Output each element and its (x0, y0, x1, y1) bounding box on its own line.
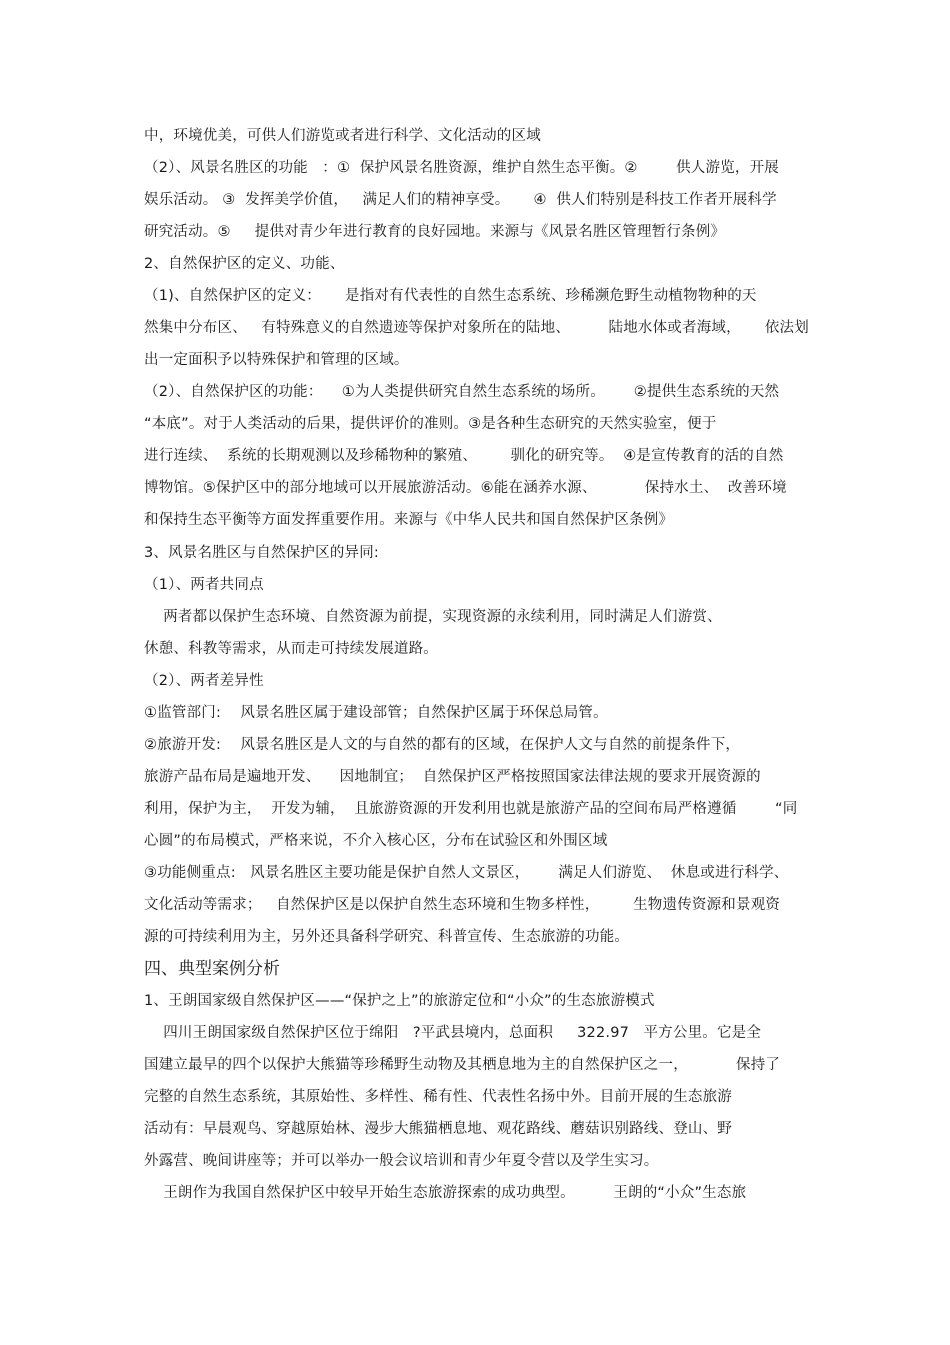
text-line: 心圆”的布局模式，严格来说，不介入核心区，分布在试验区和外围区域 (144, 833, 608, 849)
text-line: ③功能侧重点: 风景名胜区主要功能是保护自然人文景区， 满足人们游览、 休息或进行科学、 (144, 865, 789, 881)
text-line: 旅游产品布局是遍地开发、 因地制宜； 自然保护区严格按照国家法律法规的要求开展资源的 (144, 769, 761, 785)
text-line: 博物馆。⑤保护区中的部分地域可以开展旅游活动。⑥能在涵养水源、 保持水土、 改善环境 (144, 480, 787, 496)
text-line: 娱乐活动。 ③ 发挥美学价值， 满足人们的精神享受。 ④ 供人们特别是科技工作者开展科学 (144, 192, 777, 208)
case-title: 1、王朗国家级自然保护区——“保护之上”的旅游定位和“小众”的生态旅游模式 (144, 993, 655, 1009)
text-line: （2）、两者差异性 (144, 673, 264, 689)
text-line: 国建立最早的四个以保护大熊猫等珍稀野生动物及其栖息地为主的自然保护区之一， 保持了 (144, 1057, 781, 1073)
section-title: 3、风景名胜区与自然保护区的异同: (144, 545, 380, 561)
text-line: （2）、自然保护区的功能： ①为人类提供研究自然生态系统的场所。 ②提供生态系统的天然 (144, 384, 780, 400)
text-line: 活动有：早晨观鸟、穿越原始林、漫步大熊猫栖息地、观花路线、蘑菇识别路线、登山、野 (144, 1121, 732, 1137)
text-line: 和保持生态平衡等方面发挥重要作用。来源与《中华人民共和国自然保护区条例》 (144, 512, 674, 528)
text-line: ②旅游开发: 风景名胜区是人文的与自然的都有的区域，在保护人文与自然的前提条件下， (144, 737, 741, 753)
text-line: 文化活动等需求； 自然保护区是以保护自然生态环境和生物多样性， 生物遗传资源和景观资 (144, 897, 781, 913)
text-line: “本底”。对于人类活动的后果，提供评价的准则。③是各种生态研究的天然实验室，便于 (144, 416, 717, 432)
text-line: 完整的自然生态系统，其原始性、多样性、稀有性、代表性名扬中外。目前开展的生态旅游 (144, 1089, 732, 1105)
text-line: 两者都以保护生态环境、自然资源为前提，实现资源的永续利用，同时满足人们游赏、 (144, 609, 722, 625)
text-line: （1）、两者共同点 (144, 577, 264, 593)
text-line: 出一定面积予以特殊保护和管理的区域。 (144, 352, 409, 368)
text-line: 源的可持续利用为主，另外还具备科学研究、科普宣传、生态旅游的功能。 (144, 929, 630, 945)
text-line: ①监管部门: 风景名胜区属于建设部管；自然保护区属于环保总局管。 (144, 705, 608, 721)
text-line: 研究活动。⑤ 提供对青少年进行教育的良好园地。来源与《风景名胜区管理暂行条例》 (144, 224, 726, 240)
text-line: 进行连续、 系统的长期观测以及珍稀物种的繁殖、 驯化的研究等。 ④是宣传教育的活的自然 (144, 448, 784, 464)
text-line: 王朗作为我国自然保护区中较早开始生态旅游探索的成功典型。 王朗的“小众”生态旅 (144, 1185, 747, 1201)
section-heading: 四、典型案例分析 (144, 959, 280, 979)
text-line: （1)、自然保护区的定义： 是指对有代表性的自然生态系统、珍稀濒危野生动植物物种的天 (144, 288, 757, 304)
text-line: 利用，保护为主， 开发为辅， 且旅游资源的开发利用也就是旅游产品的空间布局严格遵循 “同 (144, 801, 798, 817)
text-line: 中，环境优美，可供人们游览或者进行科学、文化活动的区域 (144, 128, 541, 144)
text-line: 休憩、科教等需求，从而走可持续发展道路。 (144, 641, 438, 657)
text-line: （2）、风景名胜区的功能 ：① 保护风景名胜资源，维护自然生态平衡。② 供人游览，开展 (144, 160, 779, 176)
text-line: 四川王朗国家级自然保护区位于绵阳 ?平武县境内，总面积 322.97 平方公里。它是全 (144, 1025, 762, 1041)
section-title: 2、自然保护区的定义、功能、 (144, 256, 345, 272)
text-line: 然集中分布区、 有特殊意义的自然遗迹等保护对象所在的陆地、 陆地水体或者海域， 依法划 (144, 320, 809, 336)
text-line: 外露营、晚间讲座等；并可以举办一般会议培训和青少年夏令营以及学生实习。 (144, 1153, 659, 1169)
